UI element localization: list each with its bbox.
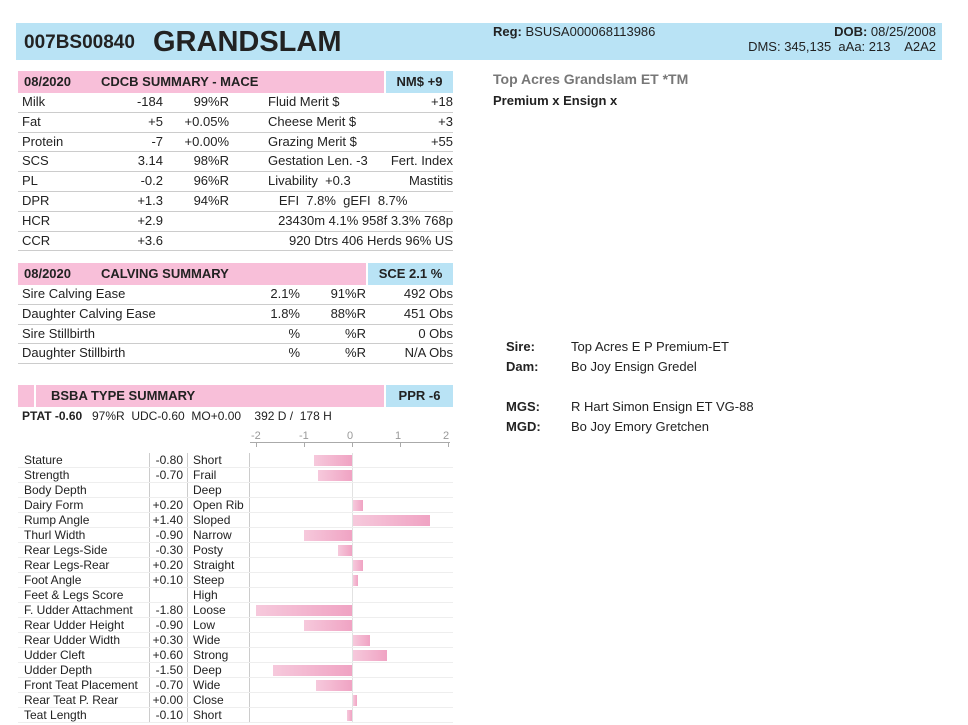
type-trait-name: Rear Legs-Side (24, 543, 108, 557)
type-trait-bar (353, 575, 358, 586)
type-trait-bar (353, 635, 370, 646)
calving-row (18, 325, 453, 345)
index-label: Grazing Merit $ (268, 133, 357, 149)
type-trait-name: Rear Udder Width (24, 633, 121, 647)
calving-reliability: 91%R (330, 286, 366, 301)
type-trait-value: -0.80 (155, 453, 183, 467)
trait-reliability: 98%R (193, 153, 229, 169)
type-trait-descriptor: Steep (193, 573, 225, 587)
trait-value: -0.2 (140, 173, 163, 189)
mgd-label: MGD: (506, 419, 541, 434)
index-value: 920 Dtrs 406 Herds 96% US (288, 232, 453, 248)
calving-obs: N/A Obs (404, 345, 453, 361)
trait-value: +3.6 (137, 232, 163, 248)
calving-obs: 0 Obs (418, 325, 453, 341)
type-trait-descriptor: High (193, 588, 218, 602)
calving-row (18, 285, 453, 305)
mgs-label: MGS: (506, 399, 540, 414)
calving-percent: % (288, 325, 300, 341)
type-trait-value: +0.60 (152, 648, 183, 662)
type-trait-value: +0.20 (152, 498, 183, 512)
axis-tick-label: 2 (443, 430, 450, 442)
cdcb-row (18, 232, 453, 252)
cdcb-row (18, 192, 453, 212)
type-trait-bar (353, 695, 357, 706)
bull-name: GRANDSLAM (153, 26, 342, 58)
sce-badge: SCE 2.1 % (368, 263, 453, 285)
type-trait-name: Rear Teat P. Rear (24, 693, 119, 707)
mgd-name[interactable]: Bo Joy Emory Gretchen (571, 419, 709, 434)
index-label: Cheese Merit $ (268, 113, 357, 129)
dam-name[interactable]: Bo Joy Ensign Gredel (571, 359, 697, 374)
type-trait-bar (304, 530, 352, 541)
type-trait-name: Thurl Width (24, 528, 86, 542)
trait-value: +2.9 (137, 212, 163, 228)
naab-code: 007BS00840 (24, 32, 135, 53)
type-trait-row (18, 483, 453, 498)
type-trait-descriptor: Straight (193, 558, 235, 572)
type-trait-descriptor: Deep (193, 483, 222, 497)
dms-line: DMS: 345,135 aAa: 213 A2A2 (748, 39, 936, 54)
axis-tick-label: 1 (395, 430, 402, 442)
type-trait-descriptor: Wide (193, 678, 221, 692)
trait-label: PL (22, 173, 38, 189)
type-trait-row (18, 663, 453, 678)
trait-value: 3.14 (137, 153, 163, 169)
calving-title: CALVING SUMMARY (101, 266, 229, 281)
calving-row (18, 305, 453, 325)
nm-badge: NM$ +9 (386, 71, 453, 93)
type-trait-name: Front Teat Placement (24, 678, 138, 692)
type-trait-name: Feet & Legs Score (24, 588, 124, 602)
calving-label: Sire Stillbirth (22, 325, 95, 341)
index-value: 23430m 4.1% 958f 3.3% 768p (278, 212, 453, 228)
type-trait-value: -0.10 (155, 708, 183, 722)
calving-summary (18, 263, 453, 364)
type-trait-row (18, 588, 453, 603)
trait-value: +5 (148, 113, 163, 129)
trait-reliability: 96%R (193, 173, 229, 189)
type-trait-row (18, 573, 453, 588)
type-trait-descriptor: Short (193, 453, 222, 467)
type-trait-value: +0.30 (152, 633, 183, 647)
ptat-line: PTAT -0.60 97%R UDC-0.60 MO+0.00 392 D / 178 H (22, 409, 332, 423)
type-trait-bar (353, 515, 430, 526)
type-trait-value: +0.10 (152, 573, 183, 587)
type-trait-value: -1.80 (155, 603, 183, 617)
type-trait-value: -1.50 (155, 663, 183, 677)
calving-reliability: 88%R (330, 305, 366, 321)
type-trait-value: +1.40 (152, 513, 183, 527)
type-trait-bar (256, 605, 352, 616)
type-summary (18, 385, 453, 723)
registration: Reg: BSUSA000068113986 (493, 24, 656, 39)
trait-label: Fat (22, 113, 41, 129)
type-trait-name: Dairy Form (24, 498, 84, 512)
type-trait-name: Body Depth (24, 483, 87, 497)
cdcb-title-bar: 08/2020 CDCB SUMMARY - MACE NM$ +9 (18, 71, 453, 93)
type-trait-descriptor: Frail (193, 468, 217, 482)
type-trait-value: +0.20 (152, 558, 183, 572)
axis-tick-label: -2 (251, 430, 261, 442)
type-trait-bar (318, 470, 352, 481)
type-trait-row (18, 453, 453, 468)
type-trait-row (18, 543, 453, 558)
pedigree-summary: Premium x Ensign x (493, 93, 618, 108)
type-trait-descriptor: Open Rib (193, 498, 244, 512)
trait-reliability: 94%R (193, 192, 229, 208)
trait-label: DPR (22, 192, 50, 208)
calving-reliability: %R (345, 345, 366, 361)
sire-label: Sire: (506, 339, 535, 354)
type-trait-descriptor: Deep (193, 663, 222, 677)
cdcb-row (18, 212, 453, 232)
index-value: +18 (430, 94, 453, 109)
calving-label: Sire Calving Ease (22, 286, 126, 301)
axis-tick-label: -1 (299, 430, 309, 442)
trait-label: SCS (22, 153, 49, 169)
type-trait-name: Rump Angle (24, 513, 90, 527)
type-rows (18, 453, 453, 723)
calving-percent: % (288, 345, 300, 361)
type-trait-name: Strength (24, 468, 70, 482)
type-trait-row (18, 603, 453, 618)
type-trait-row (18, 618, 453, 633)
index-label: EFI 7.8% gEFI 8.7% (268, 192, 408, 208)
type-trait-row (18, 558, 453, 573)
type-trait-bar (338, 545, 352, 556)
trait-value: -184 (136, 94, 163, 109)
cdcb-title: CDCB SUMMARY - MACE (101, 74, 259, 89)
type-title: BSBA TYPE SUMMARY (51, 388, 196, 403)
cdcb-rows (18, 93, 453, 251)
type-trait-row (18, 693, 453, 708)
type-trait-name: Foot Angle (24, 573, 82, 587)
trait-label: HCR (22, 212, 51, 228)
index-value: Fert. Index (390, 153, 453, 169)
type-trait-value: -0.90 (155, 528, 183, 542)
type-trait-descriptor: Sloped (193, 513, 231, 527)
type-trait-row (18, 513, 453, 528)
trait-reliability: +0.05% (184, 113, 229, 129)
dam-label: Dam: (506, 359, 539, 374)
type-trait-bar (353, 650, 387, 661)
calving-percent: 1.8% (270, 305, 300, 321)
trait-value: +1.3 (137, 192, 163, 208)
type-trait-row (18, 708, 453, 723)
index-label: Livability +0.3 (268, 173, 351, 189)
type-trait-descriptor: Low (193, 618, 216, 632)
type-trait-value: -0.90 (155, 618, 183, 632)
trait-label: Protein (22, 133, 64, 149)
type-trait-descriptor: Narrow (193, 528, 232, 542)
calving-percent: 2.1% (270, 286, 300, 301)
type-trait-bar (353, 560, 363, 571)
type-trait-name: Teat Length (24, 708, 87, 722)
type-trait-descriptor: Wide (193, 633, 221, 647)
trait-reliability: +0.00% (184, 133, 229, 149)
full-name: Top Acres Grandslam ET *TM (493, 71, 689, 87)
calving-obs: 492 Obs (403, 286, 453, 301)
ppr-badge: PPR -6 (386, 385, 453, 407)
type-trait-row (18, 633, 453, 648)
type-trait-name: Udder Depth (24, 663, 93, 677)
trait-reliability: 99%R (193, 94, 229, 109)
index-value: +3 (438, 113, 453, 129)
cdcb-row (18, 93, 453, 113)
type-trait-value: -0.70 (155, 678, 183, 692)
cdcb-row (18, 152, 453, 172)
type-trait-value: -0.70 (155, 468, 183, 482)
type-trait-row (18, 528, 453, 543)
type-trait-bar (273, 665, 352, 676)
type-axis-area (18, 425, 453, 453)
trait-label: Milk (22, 94, 46, 109)
type-trait-row (18, 678, 453, 693)
animal-header (16, 23, 942, 60)
calving-label: Daughter Calving Ease (22, 305, 156, 321)
index-label: Fluid Merit $ (268, 94, 340, 109)
mgs-name[interactable]: R Hart Simon Ensign ET VG-88 (571, 399, 754, 414)
index-value: +55 (430, 133, 453, 149)
type-title-bar (18, 385, 453, 407)
type-trait-descriptor: Posty (193, 543, 224, 557)
type-trait-descriptor: Loose (193, 603, 226, 617)
sire-name[interactable]: Top Acres E P Premium-ET (571, 339, 729, 354)
calving-row (18, 344, 453, 364)
cdcb-row (18, 172, 453, 192)
type-trait-name: Stature (24, 453, 63, 467)
type-trait-descriptor: Short (193, 708, 222, 722)
type-trait-bar (353, 500, 363, 511)
type-trait-descriptor: Close (193, 693, 224, 707)
calving-rows (18, 285, 453, 364)
type-trait-name: Rear Legs-Rear (24, 558, 110, 572)
type-trait-bar (316, 680, 352, 691)
axis-line (250, 442, 450, 443)
type-trait-bar (304, 620, 352, 631)
type-trait-bar (314, 455, 352, 466)
type-trait-name: Rear Udder Height (24, 618, 125, 632)
index-value: Mastitis (408, 173, 453, 189)
type-trait-bar (347, 710, 352, 721)
type-trait-row (18, 648, 453, 663)
cdcb-row (18, 133, 453, 153)
index-label: Gestation Len. -3 (268, 153, 368, 169)
cdcb-summary (18, 71, 453, 251)
calving-reliability: %R (345, 325, 366, 341)
trait-value: -7 (151, 133, 163, 149)
type-trait-row (18, 498, 453, 513)
type-trait-row (18, 468, 453, 483)
trait-label: CCR (22, 232, 51, 248)
date-of-birth: DOB: 08/25/2008 (834, 24, 936, 39)
type-trait-descriptor: Strong (193, 648, 229, 662)
calving-obs: 451 Obs (403, 305, 453, 321)
type-trait-name: Udder Cleft (24, 648, 85, 662)
axis-tick-label: 0 (347, 430, 354, 442)
type-trait-value: -0.30 (155, 543, 183, 557)
calving-title-bar: 08/2020 CALVING SUMMARY SCE 2.1 % (18, 263, 453, 285)
cdcb-row (18, 113, 453, 133)
type-trait-value: +0.00 (152, 693, 183, 707)
type-trait-name: F. Udder Attachment (24, 603, 133, 617)
calving-label: Daughter Stillbirth (22, 345, 126, 361)
